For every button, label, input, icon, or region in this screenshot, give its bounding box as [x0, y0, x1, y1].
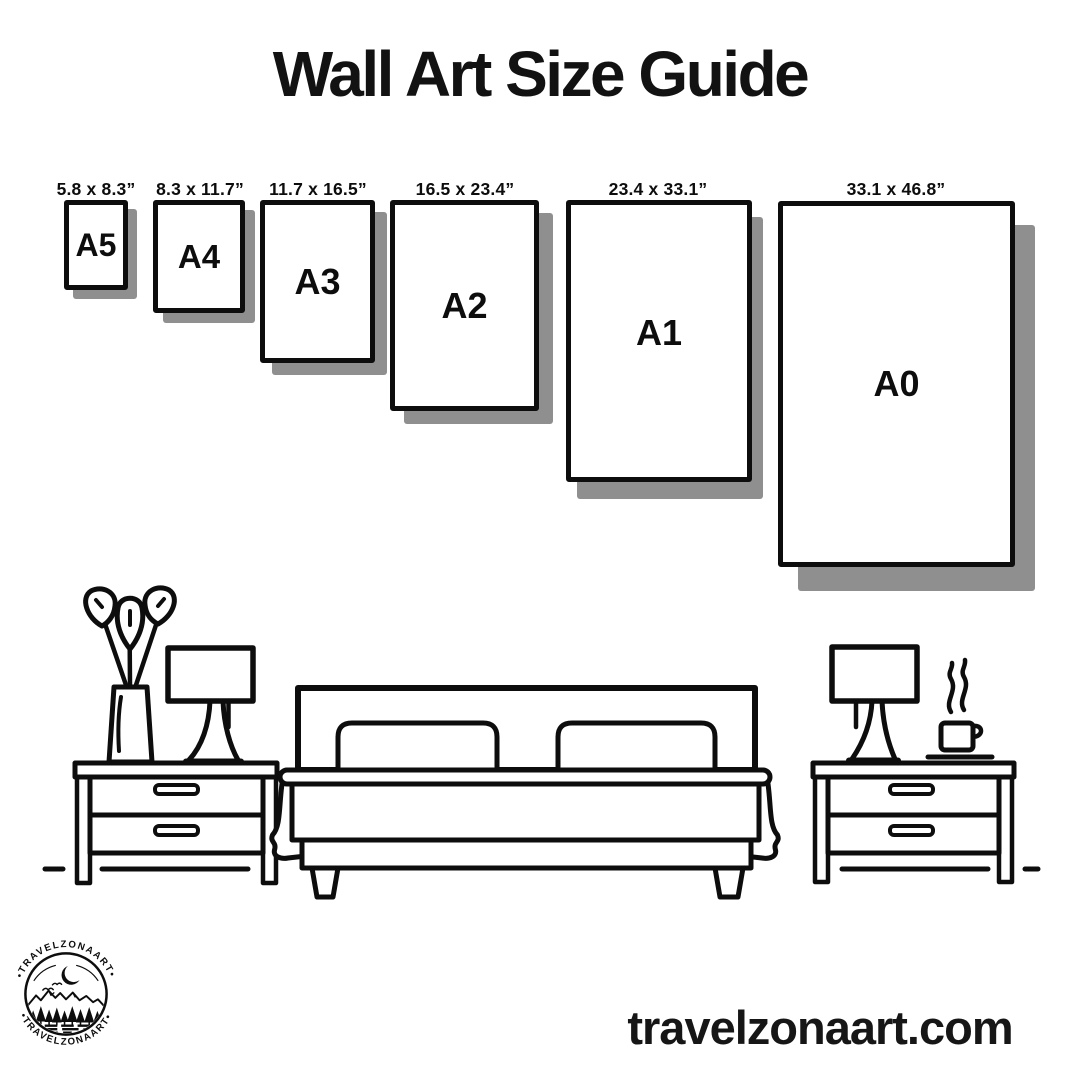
- nightstand-left: [75, 763, 277, 883]
- logo-scene: [26, 965, 105, 1036]
- paper-size-a4: [153, 200, 245, 313]
- logo-arc-text-bottom: •TRAVELZONAART•: [17, 1011, 115, 1048]
- logo-inner-ring: [25, 953, 106, 1034]
- logo-arc-text-top: •TRAVELZONAART•: [14, 939, 118, 980]
- size-label-a0: 33.1 x 46.8”: [846, 179, 946, 199]
- coffee-cup-icon: [928, 660, 992, 757]
- bed: [272, 688, 778, 897]
- paper-code-a5: A5: [75, 226, 117, 263]
- brand-logo-badge: [8, 936, 124, 1052]
- size-label-a1: 23.4 x 33.1”: [608, 179, 708, 199]
- paper-size-a3: [260, 200, 375, 363]
- pillow-left: [338, 723, 497, 771]
- lamp-left-icon: [168, 648, 253, 762]
- plant-icon: [86, 588, 175, 762]
- moon-icon: [62, 966, 80, 985]
- lamp-right-icon: [832, 647, 917, 761]
- nightstand-right: [813, 763, 1014, 882]
- trees-icon: [29, 1006, 101, 1022]
- sky-arc-right: [77, 965, 98, 980]
- size-label-a5: 5.8 x 8.3”: [56, 179, 136, 199]
- paper-code-a4: A4: [177, 237, 221, 275]
- paper-code-a1: A1: [635, 312, 683, 353]
- paper-code-a0: A0: [873, 363, 920, 404]
- sky-arc-left: [34, 965, 55, 980]
- website-url: travelzonaart.com: [627, 1001, 1013, 1054]
- paper-code-a2: A2: [441, 284, 488, 326]
- mountains-icon: [27, 991, 105, 1007]
- paper-size-a0: [778, 201, 1015, 567]
- pillow-right: [558, 723, 715, 771]
- page-title: Wall Art Size Guide: [272, 38, 808, 110]
- size-label-a2: 16.5 x 23.4”: [415, 179, 515, 199]
- paper-size-a1: [566, 200, 752, 482]
- size-label-a4: 8.3 x 11.7”: [156, 179, 244, 199]
- size-label-a3: 11.7 x 16.5”: [269, 179, 367, 199]
- bedroom-illustration: [30, 585, 1050, 905]
- bird-icon: [52, 983, 61, 985]
- paper-code-a3: A3: [294, 260, 341, 302]
- paper-size-a2: [390, 200, 539, 411]
- paper-size-a5: [64, 200, 128, 290]
